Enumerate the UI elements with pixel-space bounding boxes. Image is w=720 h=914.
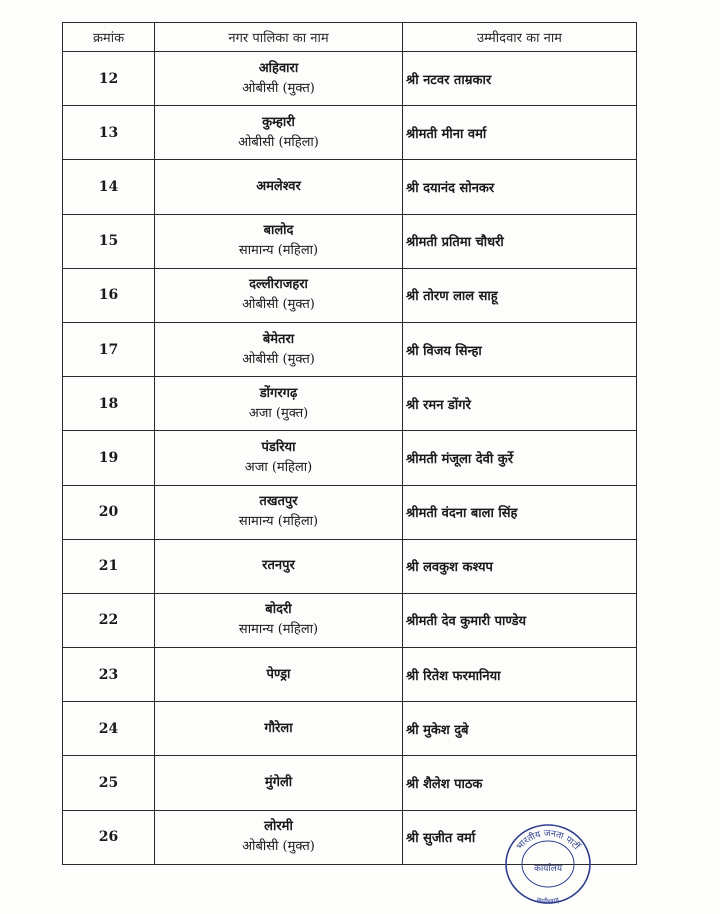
municipality-name: कुम्हारी	[262, 114, 295, 130]
table-row	[63, 52, 637, 106]
candidate-name-cell: श्री लवकुश कश्यप	[403, 539, 637, 593]
municipality-name: पेण्ड्रा	[266, 666, 291, 682]
svg-text:छत्तीसगढ़	[535, 896, 561, 906]
table-row	[63, 648, 637, 702]
reservation-category: ओबीसी (मुक्त)	[242, 297, 315, 313]
municipality-name: पंडरिया	[261, 439, 296, 455]
candidate-name-cell: श्री विजय सिन्हा	[403, 322, 637, 376]
municipality-cell	[155, 648, 403, 702]
reservation-category: सामान्य (महिला)	[238, 243, 319, 259]
serial-number-cell: 25	[63, 756, 155, 810]
table-row	[63, 431, 637, 485]
municipality-cell	[155, 377, 403, 431]
candidate-name-cell: श्रीमती मीना वर्मा	[403, 106, 637, 160]
candidate-name-cell: श्री दयानंद सोनकर	[403, 160, 637, 214]
candidate-name-cell: श्री सुजीत वर्मा	[403, 810, 637, 864]
municipality-cell	[155, 268, 403, 322]
serial-number-cell: 14	[63, 160, 155, 214]
candidate-name-cell: श्री मुकेश दुबे	[403, 702, 637, 756]
table-row	[63, 485, 637, 539]
municipality-cell	[155, 431, 403, 485]
municipality-name: लोरमी	[264, 819, 293, 835]
municipality-cell	[155, 160, 403, 214]
municipality-name: डोंगरगढ़	[259, 385, 298, 401]
stamp-bottom-text: छत्तीसगढ़	[535, 895, 561, 906]
reservation-category: ओबीसी (मुक्त)	[242, 351, 315, 367]
municipality-name: दल्लीराजहरा	[249, 277, 308, 293]
municipality-cell	[155, 106, 403, 160]
table-row	[63, 377, 637, 431]
reservation-category: अजा (महिला)	[244, 459, 313, 475]
municipality-cell	[155, 539, 403, 593]
reservation-category: सामान्य (महिला)	[238, 514, 319, 530]
serial-number-cell: 26	[63, 810, 155, 864]
municipality-cell	[155, 756, 403, 810]
serial-number-cell: 23	[63, 648, 155, 702]
header-municipality-name: नगर पालिका का नाम	[155, 23, 403, 52]
candidate-name-cell: श्रीमती देव कुमारी पाण्डेय	[403, 593, 637, 647]
municipality-name: अहिवारा	[258, 60, 299, 76]
table-header-row	[63, 23, 637, 52]
header-serial-number: क्रमांक	[63, 23, 155, 52]
municipality-cell	[155, 322, 403, 376]
municipality-name: अमलेश्वर	[256, 178, 301, 194]
serial-number-cell: 17	[63, 322, 155, 376]
candidate-table	[62, 22, 637, 865]
municipality-name: बालोद	[263, 223, 294, 239]
document-sheet	[62, 22, 636, 865]
municipality-cell	[155, 52, 403, 106]
municipality-cell	[155, 485, 403, 539]
serial-number-cell: 19	[63, 431, 155, 485]
candidate-name-cell: श्री शैलेश पाठक	[403, 756, 637, 810]
reservation-category: ओबीसी (महिला)	[238, 134, 319, 150]
serial-number-cell: 22	[63, 593, 155, 647]
table-row	[63, 593, 637, 647]
candidate-name-cell: श्रीमती मंजूला देवी कुर्रे	[403, 431, 637, 485]
reservation-category: ओबीसी (मुक्त)	[242, 839, 315, 855]
table-row	[63, 106, 637, 160]
municipality-name: बेमेतरा	[262, 331, 295, 347]
table-row	[63, 539, 637, 593]
stamp-top-text: भारतीय जनता पार्टी	[515, 828, 581, 853]
municipality-name: बोदरी	[265, 602, 292, 618]
table-row	[63, 160, 637, 214]
reservation-category: सामान्य (महिला)	[238, 622, 319, 638]
table-row	[63, 702, 637, 756]
municipality-name: मुंगेली	[264, 775, 293, 791]
candidate-name-cell: श्रीमती प्रतिमा चौधरी	[403, 214, 637, 268]
candidate-name-cell: श्री रमन डोंगरे	[403, 377, 637, 431]
reservation-category: ओबीसी (मुक्त)	[242, 80, 315, 96]
serial-number-cell: 21	[63, 539, 155, 593]
serial-number-cell: 13	[63, 106, 155, 160]
municipality-name: रतनपुर	[262, 558, 295, 574]
municipality-cell	[155, 593, 403, 647]
header-candidate-name: उम्मीदवार का नाम	[403, 23, 637, 52]
municipality-cell	[155, 702, 403, 756]
reservation-category: अजा (मुक्त)	[248, 405, 309, 421]
candidate-name-cell: श्री रितेश फरमानिया	[403, 648, 637, 702]
candidate-name-cell: श्रीमती वंदना बाला सिंह	[403, 485, 637, 539]
table-row	[63, 268, 637, 322]
party-office-stamp	[502, 820, 594, 906]
serial-number-cell: 24	[63, 702, 155, 756]
stamp-middle-text: कार्यालय	[533, 864, 563, 874]
municipality-cell	[155, 810, 403, 864]
serial-number-cell: 15	[63, 214, 155, 268]
candidate-name-cell: श्री नटवर ताम्रकार	[403, 52, 637, 106]
table-row	[63, 322, 637, 376]
municipality-name: गौरेला	[264, 720, 293, 736]
table-row	[63, 756, 637, 810]
table-row	[63, 214, 637, 268]
serial-number-cell: 18	[63, 377, 155, 431]
serial-number-cell: 16	[63, 268, 155, 322]
serial-number-cell: 20	[63, 485, 155, 539]
candidate-name-cell: श्री तोरण लाल साहू	[403, 268, 637, 322]
serial-number-cell: 12	[63, 52, 155, 106]
municipality-name: तखतपुर	[259, 494, 298, 510]
municipality-cell	[155, 214, 403, 268]
